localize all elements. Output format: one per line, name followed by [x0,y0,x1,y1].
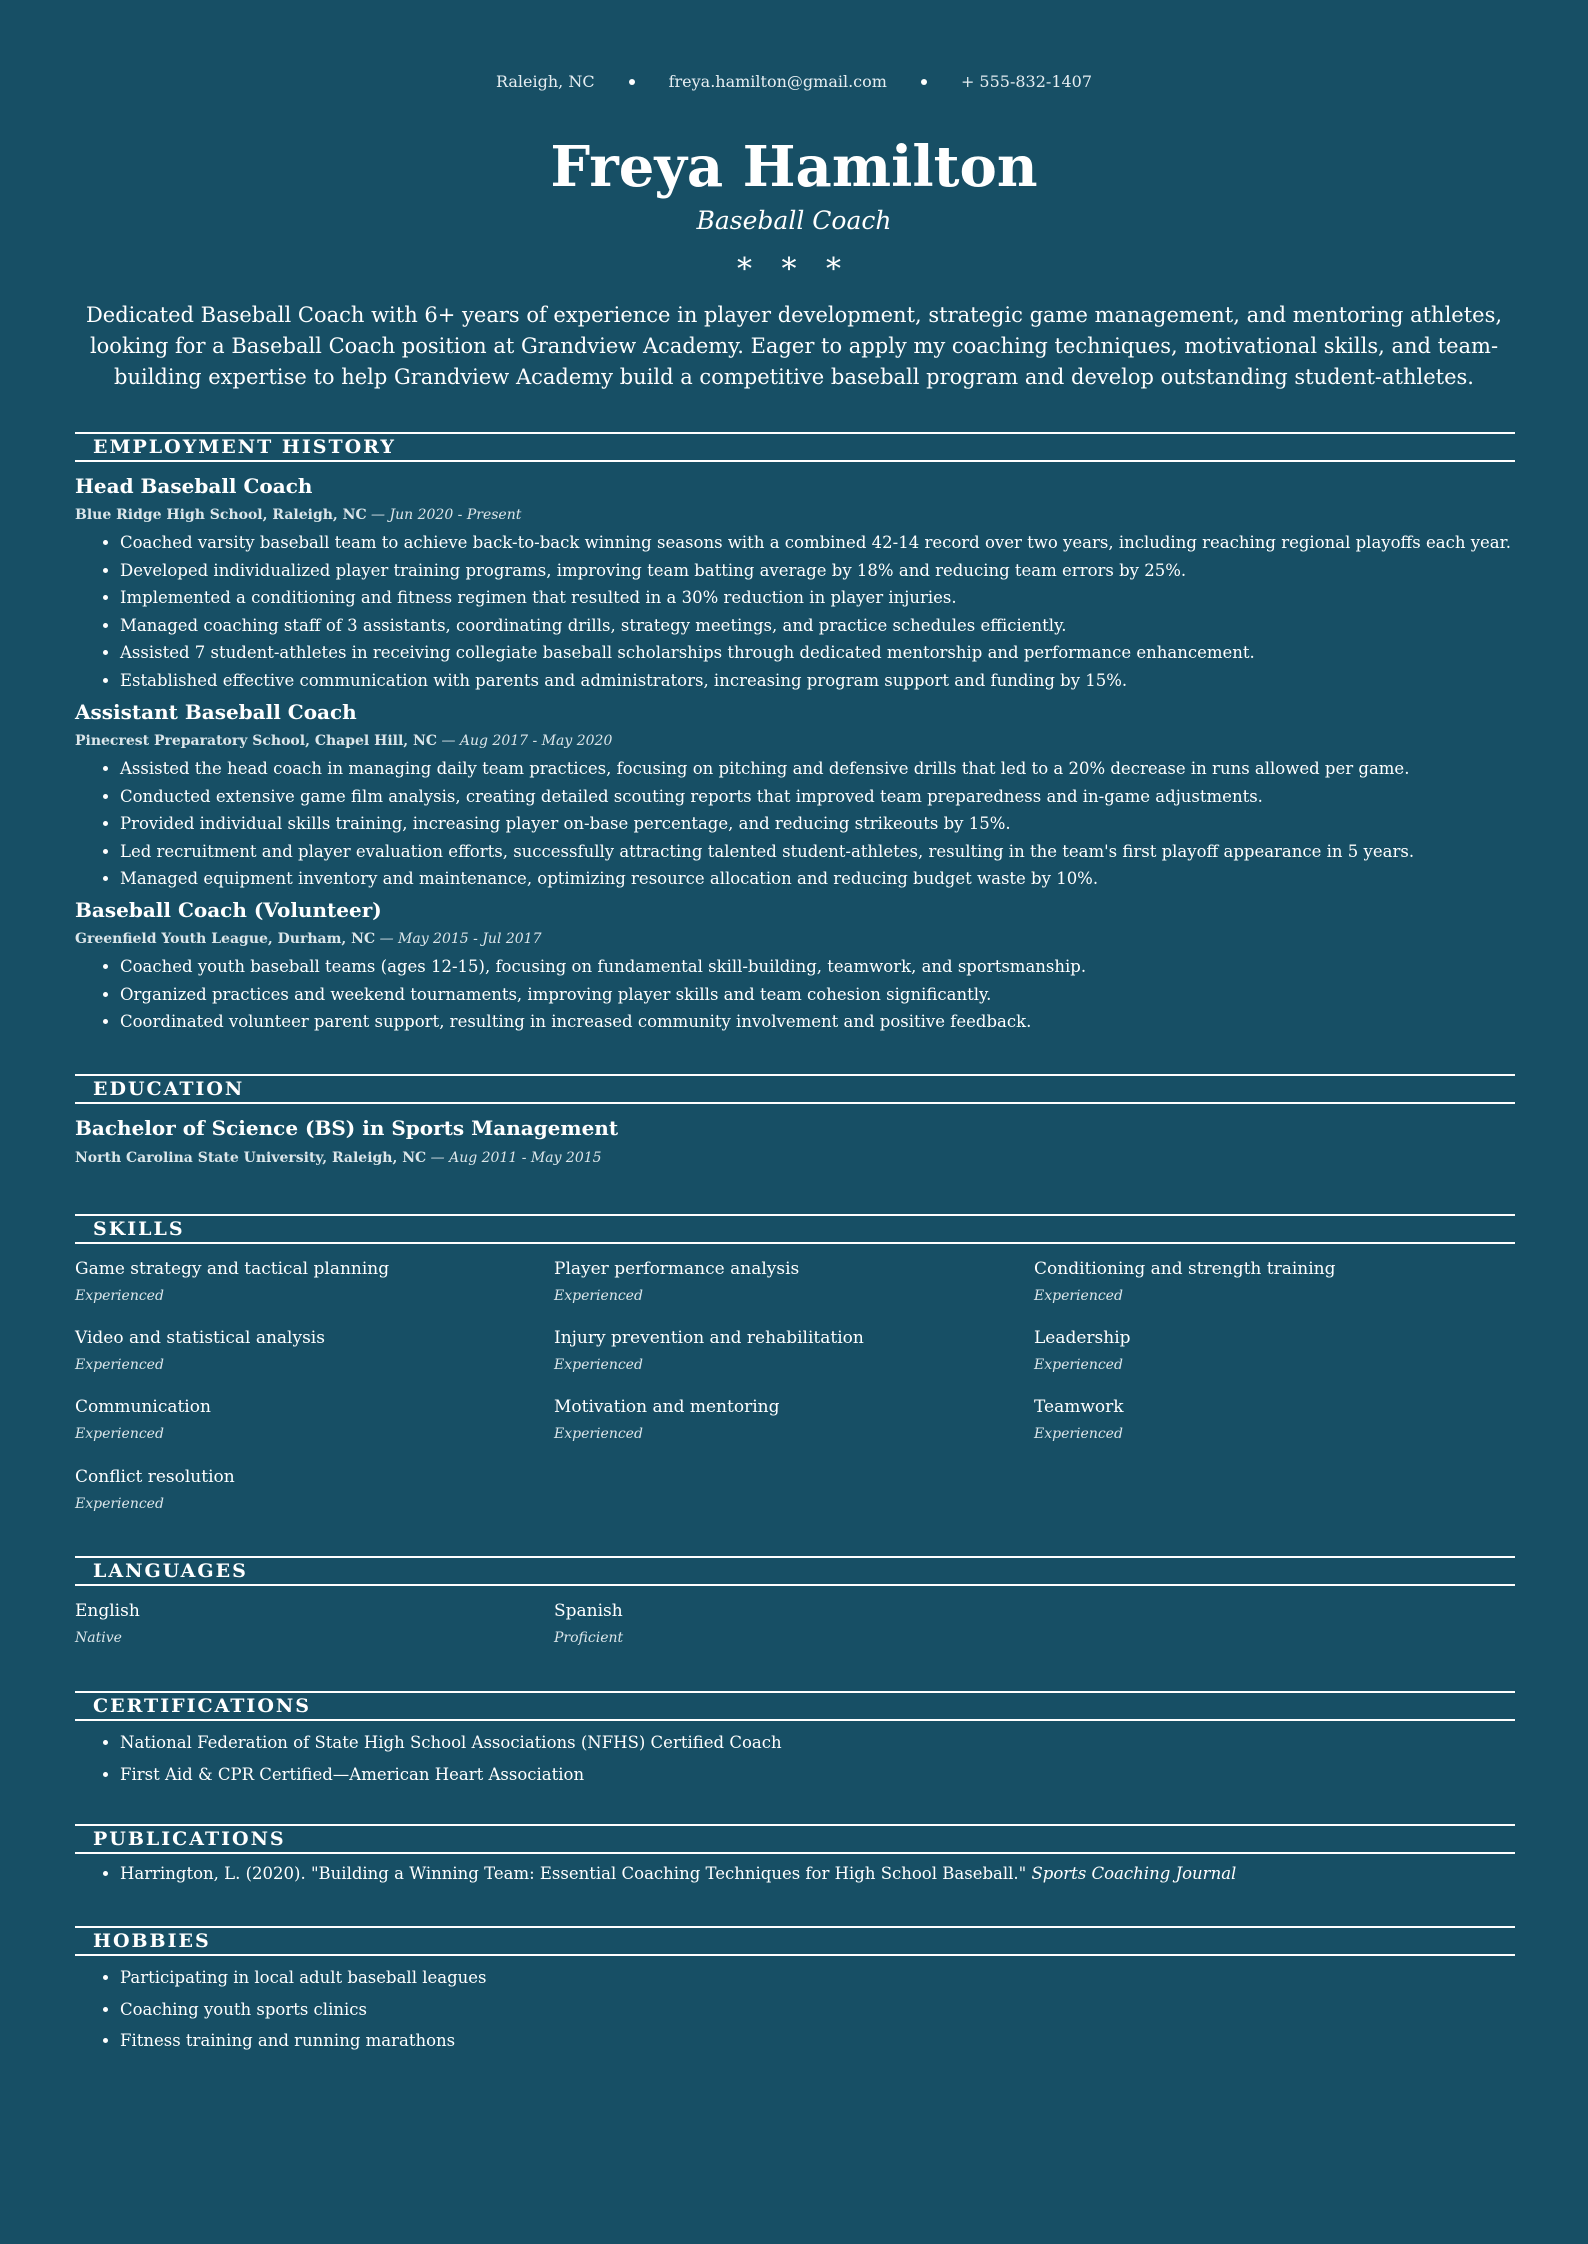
section-title: SKILLS [93,1218,185,1240]
list-item: • Led recruitment and player evaluation efforts, successfully attracting talented student-athletes, resulting in the team's first playoff appearance in 5 years. [120,838,1560,866]
skill-item [75,1394,545,1445]
skill-level: Experienced [1034,1426,1123,1442]
language-item [554,1598,1024,1649]
language-name: Spanish [554,1601,623,1621]
section-employment-history [75,432,1515,462]
skill-item [1034,1256,1504,1307]
skill-level: Experienced [554,1288,643,1304]
job-meta [75,731,612,751]
education-meta [75,1148,602,1168]
list-item: • Coached youth baseball teams (ages 12-15), focusing on fundamental skill-building, teamwork, and sportsmanship. [120,953,1560,981]
education-dates: — Aug 2011 - May 2015 [430,1150,602,1166]
list-item: • First Aid & CPR Certified—American Heart Association [120,1759,1560,1791]
skill-level: Experienced [1034,1288,1123,1304]
skill-item [554,1256,1024,1307]
skill-level: Experienced [1034,1357,1123,1373]
degree-title: Bachelor of Science (BS) in Sports Management [75,1116,619,1140]
list-item: • National Federation of State High School Associations (NFHS) Certified Coach [120,1727,1560,1759]
profile-summary: Dedicated Baseball Coach with 6+ years of experience in player development, strategic game management, and mentoring athletes, looking for a Baseball Coach position at Grandview Academy. Eager to apply my coaching techniques, motivational skills, and team-building expertise to help Grandview Academy build a competitive baseball program and develop outstanding student-athletes. [85,303,1503,389]
skill-level: Experienced [554,1357,643,1373]
skill-level: Experienced [554,1426,643,1442]
skill-level: Experienced [75,1288,164,1304]
candidate-name: Freya Hamilton [550,134,1038,200]
list-item: • Established effective communication with parents and administrators, increasing program support and funding by 15%. [120,667,1560,695]
skill-name: Motivation and mentoring [554,1397,780,1417]
job-employer: Greenfield Youth League, Durham, NC [75,931,376,947]
language-level: Proficient [554,1630,624,1646]
section-hobbies [75,1926,1515,1956]
section-title: EDUCATION [93,1078,245,1100]
skill-item [1034,1325,1504,1376]
list-item: • Fitness training and running marathons [120,2025,1560,2057]
contact-email[interactable]: freya.hamilton@gmail.com [668,72,887,91]
skill-name: Video and statistical analysis [75,1328,325,1348]
job-dates: — May 2015 - Jul 2017 [379,931,542,947]
list-item: • Assisted 7 student-athletes in receiving collegiate baseball scholarships through dedicated mentorship and performance enhancement. [120,639,1560,667]
language-item [75,1598,545,1649]
skill-item [554,1394,1024,1445]
list-item: • Coaching youth sports clinics [120,1994,1560,2026]
job-title: Assistant Baseball Coach [75,700,357,724]
list-item: • Assisted the head coach in managing daily team practices, focusing on pitching and defensive drills that led to a 20% decrease in runs allowed per game. [120,755,1560,783]
education-school: North Carolina State University, Raleigh, NC [75,1150,427,1166]
section-title: HOBBIES [93,1930,211,1952]
bullet-separator [629,79,635,85]
section-publications [75,1824,1515,1854]
publication-list [75,1860,1560,1888]
language-name: English [75,1601,140,1621]
section-education [75,1074,1515,1104]
skill-name: Player performance analysis [554,1259,800,1279]
skill-name: Communication [75,1397,211,1417]
list-item: • Conducted extensive game film analysis, creating detailed scouting reports that improved team preparedness and in-game adjustments. [120,783,1560,811]
skill-item [1034,1394,1504,1445]
list-item: • Managed equipment inventory and maintenance, optimizing resource allocation and reducing budget waste by 10%. [120,865,1560,893]
skill-name: Game strategy and tactical planning [75,1259,390,1279]
candidate-role: Baseball Coach [696,206,892,235]
list-item: • Coordinated volunteer parent support, resulting in increased community involvement and positive feedback. [120,1008,1560,1036]
job-employer: Pinecrest Preparatory School, Chapel Hill, NC [75,733,437,749]
bullet-separator [921,79,927,85]
list-item [120,1860,1560,1888]
job-dates: — Aug 2017 - May 2020 [441,733,613,749]
job-meta [75,929,542,949]
job-bullets [75,953,1560,1036]
skill-name: Teamwork [1034,1397,1124,1417]
skill-level: Experienced [75,1426,164,1442]
job-bullets [75,755,1560,893]
skill-item [75,1464,545,1515]
section-title: CERTIFICATIONS [93,1695,311,1717]
skill-name: Injury prevention and rehabilitation [554,1328,864,1348]
publication-journal: Sports Coaching Journal [1031,1864,1237,1883]
list-item: • Coached varsity baseball team to achieve back-to-back winning seasons with a combined 42-14 record over two years, including reaching regional playoffs each year. [120,529,1560,557]
section-certifications [75,1691,1515,1721]
job-employer: Blue Ridge High School, Raleigh, NC [75,507,367,523]
hobby-list [75,1962,1560,2057]
list-item: • Implemented a conditioning and fitness regimen that resulted in a 30% reduction in player injuries. [120,584,1560,612]
job-dates: — Jun 2020 - Present [371,507,522,523]
skill-level: Experienced [75,1357,164,1373]
section-title: EMPLOYMENT HISTORY [93,436,396,458]
list-item: • Managed coaching staff of 3 assistants, coordinating drills, strategy meetings, and practice schedules efficiently. [120,612,1560,640]
section-title: PUBLICATIONS [93,1828,286,1850]
job-title: Head Baseball Coach [75,474,313,498]
skill-name: Leadership [1034,1328,1131,1348]
skill-name: Conflict resolution [75,1467,235,1487]
skill-item [554,1325,1024,1376]
list-item: • Organized practices and weekend tournaments, improving player skills and team cohesion significantly. [120,981,1560,1009]
job-bullets [75,529,1560,695]
list-item: • Developed individualized player training programs, improving team batting average by 18% and reducing team errors by 25%. [120,557,1560,585]
skill-item [75,1325,545,1376]
section-languages [75,1556,1515,1586]
job-title: Baseball Coach (Volunteer) [75,898,382,922]
section-skills [75,1214,1515,1244]
asterisk-divider: * * * [736,252,852,287]
contact-bar [0,72,1588,91]
skill-name: Conditioning and strength training [1034,1259,1336,1279]
job-meta [75,505,521,525]
publication-citation: Harrington, L. (2020). "Building a Winning Team: Essential Coaching Techniques for High School Baseball." [120,1864,1032,1883]
list-item: • Provided individual skills training, increasing player on-base percentage, and reducing strikeouts by 15%. [120,810,1560,838]
contact-phone[interactable]: + 555-832-1407 [960,72,1093,91]
skill-item [75,1256,545,1307]
language-level: Native [75,1630,122,1646]
skill-level: Experienced [75,1496,164,1512]
certification-list [75,1727,1560,1791]
list-item: • Participating in local adult baseball leagues [120,1962,1560,1994]
section-title: LANGUAGES [93,1560,248,1582]
contact-location: Raleigh, NC [495,72,595,91]
